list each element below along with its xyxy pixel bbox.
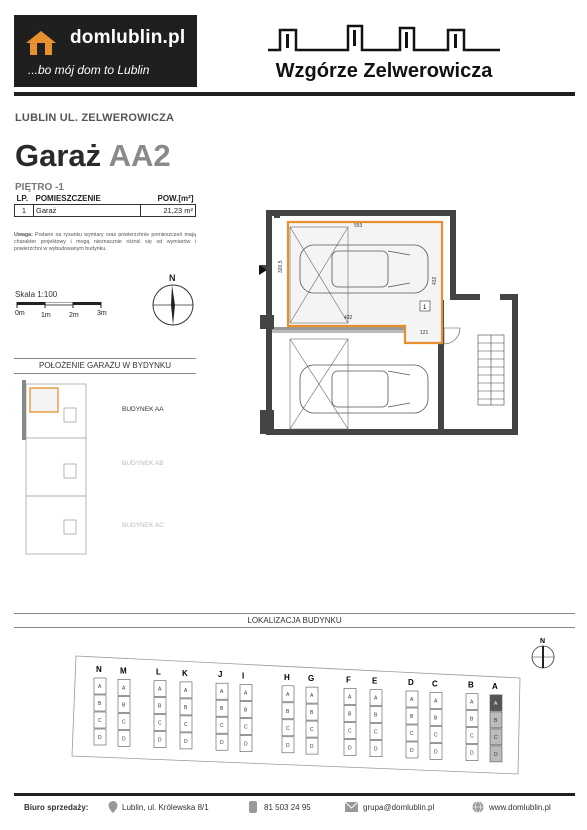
site-segment-label: D bbox=[470, 750, 474, 757]
site-segment-label: C bbox=[122, 719, 126, 726]
site-segment-label: C bbox=[410, 731, 414, 737]
site-segment-label: B bbox=[494, 717, 498, 724]
site-segment-label: B bbox=[122, 702, 126, 709]
site-segment-label: A bbox=[244, 690, 248, 697]
compass-icon bbox=[151, 283, 195, 327]
brand-logo bbox=[14, 15, 197, 87]
site-segment-label: B bbox=[310, 710, 314, 717]
site-segment-label: C bbox=[286, 725, 290, 732]
site-segment-label: B bbox=[410, 714, 414, 720]
site-building-label: D bbox=[408, 678, 414, 687]
site-segment-label: A bbox=[470, 699, 474, 706]
site-segment-label: B bbox=[158, 703, 162, 710]
building-position-header: POŁOŻENIE GARAŻU W BYDYNKU bbox=[14, 358, 196, 374]
phone-icon bbox=[248, 801, 258, 813]
note bbox=[14, 232, 196, 253]
site-building-label: G bbox=[308, 674, 315, 684]
scale-tick-0: 0m bbox=[15, 310, 25, 317]
site-segment-label: C bbox=[158, 720, 162, 727]
brand-name: domlublin.pl bbox=[70, 27, 186, 48]
rooms-table bbox=[14, 194, 196, 217]
room-number: 1 bbox=[423, 305, 427, 311]
site-building-label: M bbox=[120, 666, 127, 676]
brand-tagline: ...bo mój dom to Lublin bbox=[28, 63, 150, 77]
footer-office-label: Biuro sprzedaży: bbox=[24, 803, 89, 812]
site-segment-label: A bbox=[184, 687, 188, 694]
footer-phone[interactable]: 81 503 24 95 bbox=[264, 803, 311, 812]
house-icon bbox=[24, 29, 64, 57]
site-segment-label: C bbox=[374, 729, 378, 736]
site-segment-label: D bbox=[286, 742, 290, 749]
site-building-label: J bbox=[218, 670, 223, 680]
dim-right: 432 bbox=[432, 276, 438, 285]
site-segment-label: C bbox=[494, 734, 498, 741]
site-segment-label: C bbox=[220, 723, 224, 730]
site-segment-label: D bbox=[434, 749, 438, 756]
scale-tick-3: 3m bbox=[97, 310, 107, 317]
location-pin-icon bbox=[108, 801, 118, 813]
site-segment-label: D bbox=[158, 737, 162, 744]
site-building-label: C bbox=[432, 679, 438, 689]
site-segment-label: C bbox=[184, 721, 188, 728]
footer-website[interactable]: www.domlublin.pl bbox=[489, 803, 551, 812]
title-prefix: Garaż bbox=[15, 138, 102, 173]
site-map bbox=[70, 650, 525, 780]
site-segment-label: D bbox=[184, 738, 188, 745]
site-building-label: F bbox=[346, 675, 351, 685]
floor-plan bbox=[260, 205, 560, 445]
site-segment-label: C bbox=[98, 718, 102, 724]
project-name: Wzgórze Zelwerowicza bbox=[275, 60, 493, 82]
compass-icon bbox=[529, 635, 557, 675]
compass-north-label: N bbox=[540, 638, 546, 645]
site-segment-label: B bbox=[434, 715, 438, 722]
site-segment-label: A bbox=[434, 698, 438, 705]
site-segment-label: B bbox=[184, 704, 188, 711]
col-area: POW.[m²] bbox=[157, 194, 194, 203]
site-segment-label: A bbox=[374, 695, 378, 702]
scale-label: Skala 1:100 bbox=[15, 290, 58, 299]
site-building-label: B bbox=[468, 680, 474, 690]
site-segment-label: B bbox=[98, 701, 102, 707]
site-segment-label: A bbox=[220, 689, 224, 696]
site-segment-label: C bbox=[348, 728, 352, 735]
footer-address: Lublin, ul. Królewska 8/1 bbox=[122, 803, 209, 812]
site-segment-label: D bbox=[244, 741, 248, 748]
site-segment-label: A bbox=[310, 693, 314, 700]
site-building-label: E bbox=[372, 676, 378, 686]
project-logo-graphic bbox=[268, 24, 500, 56]
site-segment-label: B bbox=[286, 708, 290, 715]
entry-arrow-icon bbox=[259, 265, 267, 275]
site-building-label: K bbox=[182, 668, 188, 678]
dim-bottom: 432 bbox=[344, 315, 353, 321]
site-building-label: H bbox=[284, 672, 290, 682]
site-segment-label: D bbox=[494, 751, 498, 758]
site-segment-label: D bbox=[220, 740, 224, 747]
globe-icon bbox=[472, 801, 484, 813]
cell-room: Garaż bbox=[34, 205, 141, 217]
site-segment-label: C bbox=[470, 733, 474, 740]
site-building-label: I bbox=[242, 671, 245, 681]
site-segment-label: A bbox=[286, 691, 290, 698]
footer-divider bbox=[14, 793, 575, 796]
site-segment-label: B bbox=[348, 711, 352, 718]
car-icon bbox=[300, 365, 428, 413]
building-ac-label: BUDYNEK AC bbox=[122, 522, 164, 529]
building-ab-label: BUDYNEK AB bbox=[122, 460, 164, 467]
dim-notch: 121 bbox=[420, 330, 429, 336]
note-label: Uwaga: bbox=[14, 232, 33, 238]
site-segment-label: A bbox=[494, 700, 498, 707]
site-segment-label: B bbox=[470, 716, 474, 723]
site-segment-label: D bbox=[374, 746, 378, 753]
dim-left: 320,5 bbox=[278, 260, 284, 273]
note-text: Podane na rysunku wymiary oraz powierzchnie pomieszczeń mają charakter projektowy i mogą nieznacznie różnić się od wymiarów i powierzchni w wybudowanym budynku. bbox=[14, 232, 196, 252]
site-segment-label: A bbox=[98, 684, 102, 690]
building-aa-label: BUDYNEK AA bbox=[122, 406, 164, 413]
dim-width: 553 bbox=[354, 223, 363, 229]
col-room: POMIESZCZENIE bbox=[35, 194, 101, 203]
site-building-label: L bbox=[156, 667, 161, 677]
garage-highlight bbox=[288, 222, 442, 343]
site-segment-label: B bbox=[220, 706, 224, 713]
site-segment-label: D bbox=[348, 745, 352, 752]
page-title bbox=[15, 138, 171, 174]
scale-tick-2: 2m bbox=[69, 312, 79, 319]
site-segment-label: A bbox=[410, 697, 414, 703]
email-icon bbox=[345, 802, 358, 812]
localization-header: LOKALIZACJA BUDYNKU bbox=[14, 613, 575, 628]
footer-email[interactable]: grupa@domlublin.pl bbox=[363, 803, 435, 812]
building-section-diagram bbox=[22, 380, 102, 560]
site-segment-label: D bbox=[122, 736, 126, 743]
scale-tick-1: 1m bbox=[41, 312, 51, 319]
site-segment-label: D bbox=[410, 748, 414, 754]
stairs bbox=[478, 335, 504, 405]
site-segment-label: A bbox=[348, 694, 352, 701]
col-lp: LP. bbox=[16, 194, 28, 203]
table-row bbox=[15, 205, 196, 217]
site-segment-label: A bbox=[122, 685, 126, 692]
site-building-label: A bbox=[492, 681, 498, 691]
site-building-label: N bbox=[96, 665, 102, 674]
compass-north-label: N bbox=[169, 273, 176, 283]
cell-lp: 1 bbox=[15, 205, 34, 217]
garage-code: AA2 bbox=[108, 138, 171, 173]
site-segment-label: C bbox=[310, 727, 314, 734]
site-segment-label: A bbox=[158, 686, 162, 693]
site-segment-label: C bbox=[244, 724, 248, 731]
cell-area: 21,23 m² bbox=[141, 205, 196, 217]
site-segment-label: D bbox=[310, 744, 314, 751]
header-divider bbox=[14, 92, 575, 96]
floor-label: PIĘTRO -1 bbox=[15, 182, 64, 193]
address: LUBLIN UL. ZELWEROWICZA bbox=[15, 112, 175, 124]
site-segment-label: B bbox=[374, 712, 378, 719]
site-segment-label: D bbox=[98, 735, 102, 741]
site-segment-label: C bbox=[434, 732, 438, 739]
site-segment-label: B bbox=[244, 707, 248, 714]
